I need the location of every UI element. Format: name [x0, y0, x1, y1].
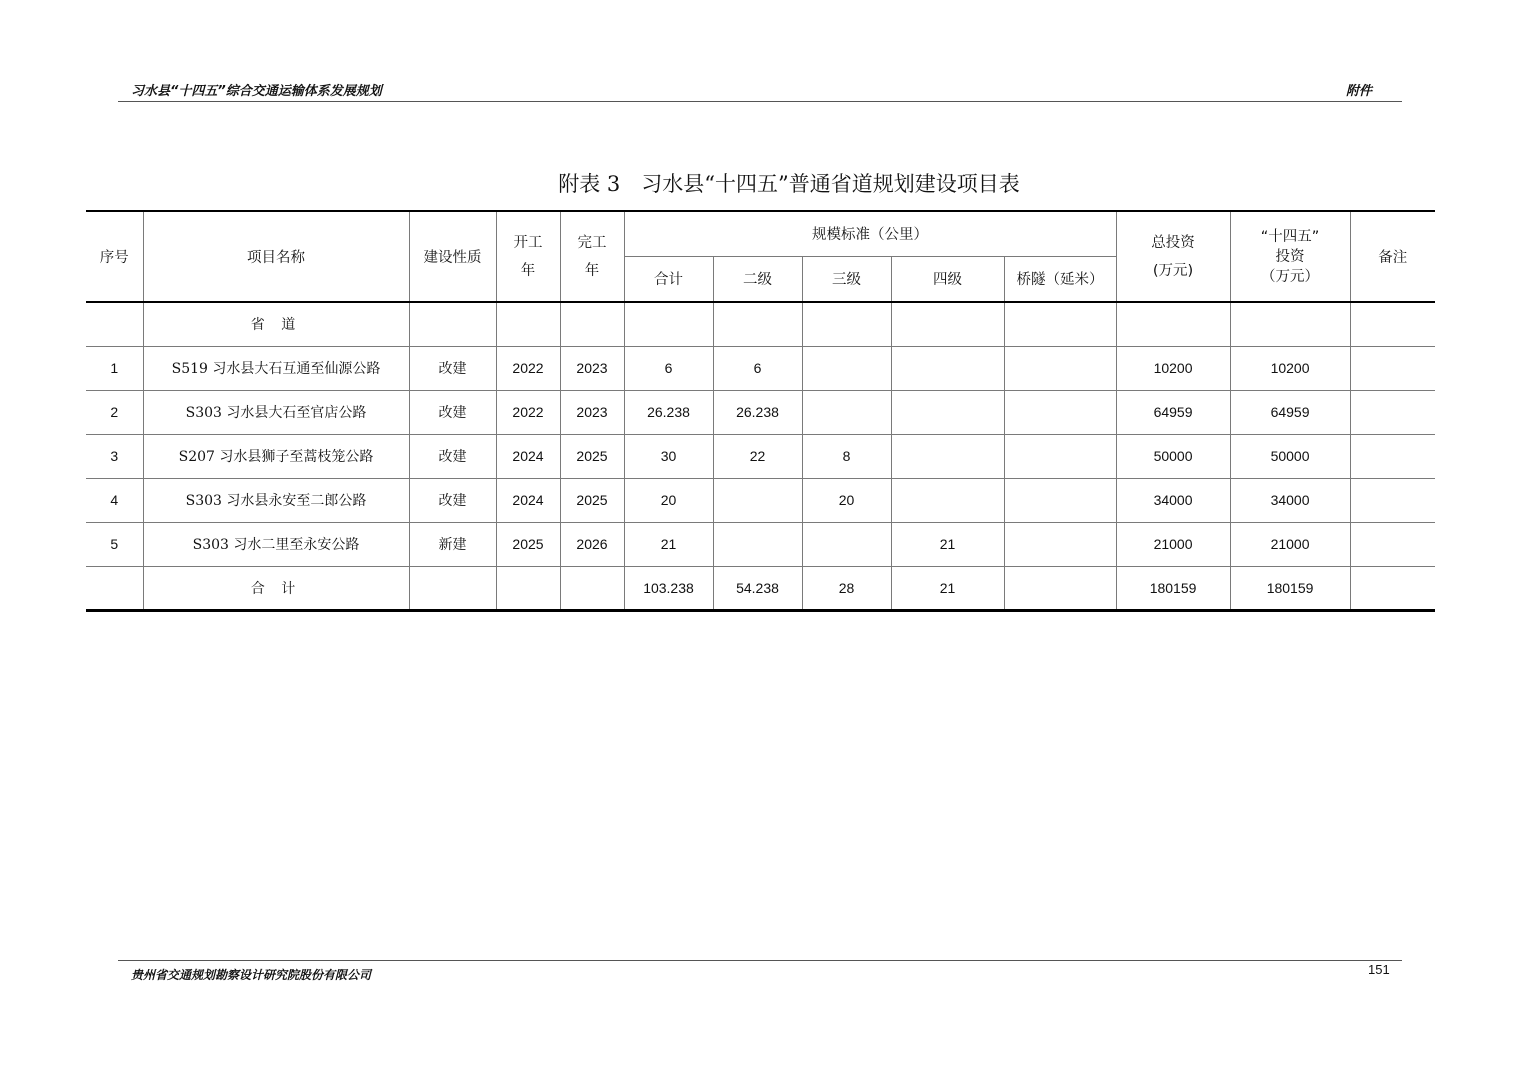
cell-grade-4 — [891, 478, 1004, 522]
totals-plan-investment: 180159 — [1230, 566, 1350, 610]
cell-remark — [1350, 522, 1435, 566]
col-header-total-investment: 总投资 (万元) — [1116, 211, 1230, 302]
cell-grade-3: 20 — [802, 478, 891, 522]
cell-bridge-tunnel — [1004, 346, 1116, 390]
cell-grade-2 — [713, 478, 802, 522]
cell-grade-3 — [802, 522, 891, 566]
cell-grade-2: 26.238 — [713, 390, 802, 434]
cell-plan-investment: 21000 — [1230, 522, 1350, 566]
totals-scale-total: 103.238 — [624, 566, 713, 610]
totals-grade-2: 54.238 — [713, 566, 802, 610]
header-rule — [118, 101, 1402, 102]
col-header-seq: 序号 — [86, 211, 143, 302]
table-row — [86, 478, 1435, 522]
cell-seq: 4 — [86, 478, 143, 522]
cell-grade-4 — [891, 346, 1004, 390]
cell-nature: 新建 — [409, 522, 496, 566]
page-number: 151 — [1368, 962, 1390, 977]
cell-seq: 2 — [86, 390, 143, 434]
cell-grade-4 — [891, 434, 1004, 478]
totals-label: 合 计 — [143, 566, 409, 610]
cell-total-investment: 50000 — [1116, 434, 1230, 478]
cell-grade-2 — [713, 522, 802, 566]
col-header-grade-3: 三级 — [802, 256, 891, 302]
cell-seq: 3 — [86, 434, 143, 478]
cell-nature: 改建 — [409, 390, 496, 434]
col-header-end-year: 完工 年 — [560, 211, 624, 302]
cell-start-year: 2024 — [496, 478, 560, 522]
cell-start-year: 2024 — [496, 434, 560, 478]
totals-row — [86, 566, 1435, 610]
cell-bridge-tunnel — [1004, 434, 1116, 478]
cell-end-year: 2023 — [560, 390, 624, 434]
totals-grade-4: 21 — [891, 566, 1004, 610]
cell-project-name: S303 习水县永安至二郎公路 — [143, 478, 409, 522]
table-row — [86, 434, 1435, 478]
cell-remark — [1350, 390, 1435, 434]
footer-company-name: 贵州省交通规划勘察设计研究院股份有限公司 — [131, 968, 372, 982]
cell-grade-2: 6 — [713, 346, 802, 390]
cell-project-name: S303 习水二里至永安公路 — [143, 522, 409, 566]
cell-scale-total: 20 — [624, 478, 713, 522]
cell-scale-total: 30 — [624, 434, 713, 478]
totals-grade-3: 28 — [802, 566, 891, 610]
cell-end-year: 2026 — [560, 522, 624, 566]
header-document-title: 习水县“十四五”综合交通运输体系发展规划 — [131, 84, 382, 99]
cell-grade-4: 21 — [891, 522, 1004, 566]
cell-grade-3 — [802, 346, 891, 390]
col-header-nature: 建设性质 — [409, 211, 496, 302]
cell-plan-investment: 50000 — [1230, 434, 1350, 478]
section-row — [86, 302, 1435, 346]
col-header-start-year: 开工 年 — [496, 211, 560, 302]
totals-bridge-tunnel — [1004, 566, 1116, 610]
header-section-label: 附件 — [1345, 84, 1372, 99]
cell-end-year: 2025 — [560, 434, 624, 478]
cell-bridge-tunnel — [1004, 522, 1116, 566]
cell-plan-investment: 34000 — [1230, 478, 1350, 522]
cell-total-investment: 10200 — [1116, 346, 1230, 390]
cell-total-investment: 64959 — [1116, 390, 1230, 434]
cell-scale-total: 21 — [624, 522, 713, 566]
cell-start-year: 2025 — [496, 522, 560, 566]
cell-grade-3 — [802, 390, 891, 434]
cell-start-year: 2022 — [496, 346, 560, 390]
cell-start-year: 2022 — [496, 390, 560, 434]
col-header-remark: 备注 — [1350, 211, 1435, 302]
cell-remark — [1350, 346, 1435, 390]
cell-bridge-tunnel — [1004, 478, 1116, 522]
table-row — [86, 390, 1435, 434]
cell-grade-4 — [891, 390, 1004, 434]
project-table — [86, 210, 1435, 612]
cell-bridge-tunnel — [1004, 390, 1116, 434]
cell-end-year: 2023 — [560, 346, 624, 390]
cell-remark — [1350, 478, 1435, 522]
cell-nature: 改建 — [409, 478, 496, 522]
cell-seq: 1 — [86, 346, 143, 390]
cell-remark — [1350, 434, 1435, 478]
col-header-bridge-tunnel: 桥隧（延米） — [1004, 256, 1116, 302]
table-row — [86, 346, 1435, 390]
cell-total-investment: 21000 — [1116, 522, 1230, 566]
cell-seq: 5 — [86, 522, 143, 566]
footer-rule — [118, 960, 1402, 961]
cell-total-investment: 34000 — [1116, 478, 1230, 522]
cell-grade-2: 22 — [713, 434, 802, 478]
col-header-plan-investment: “十四五” 投资 （万元） — [1230, 211, 1350, 302]
totals-total-investment: 180159 — [1116, 566, 1230, 610]
col-header-grade-2: 二级 — [713, 256, 802, 302]
cell-project-name: S303 习水县大石至官店公路 — [143, 390, 409, 434]
col-header-scale-total: 合计 — [624, 256, 713, 302]
cell-end-year: 2025 — [560, 478, 624, 522]
col-header-grade-4: 四级 — [891, 256, 1004, 302]
cell-scale-total: 6 — [624, 346, 713, 390]
cell-grade-3: 8 — [802, 434, 891, 478]
cell-scale-total: 26.238 — [624, 390, 713, 434]
section-label: 省 道 — [143, 302, 409, 346]
cell-nature: 改建 — [409, 346, 496, 390]
col-header-scale: 规模标准（公里） — [624, 211, 1116, 256]
table-title: 附表 3 习水县“十四五”普通省道规划建设项目表 — [558, 172, 1020, 196]
cell-plan-investment: 10200 — [1230, 346, 1350, 390]
col-header-name: 项目名称 — [143, 211, 409, 302]
cell-plan-investment: 64959 — [1230, 390, 1350, 434]
cell-project-name: S519 习水县大石互通至仙源公路 — [143, 346, 409, 390]
cell-project-name: S207 习水县狮子至蒿枝笼公路 — [143, 434, 409, 478]
table-row — [86, 522, 1435, 566]
cell-nature: 改建 — [409, 434, 496, 478]
